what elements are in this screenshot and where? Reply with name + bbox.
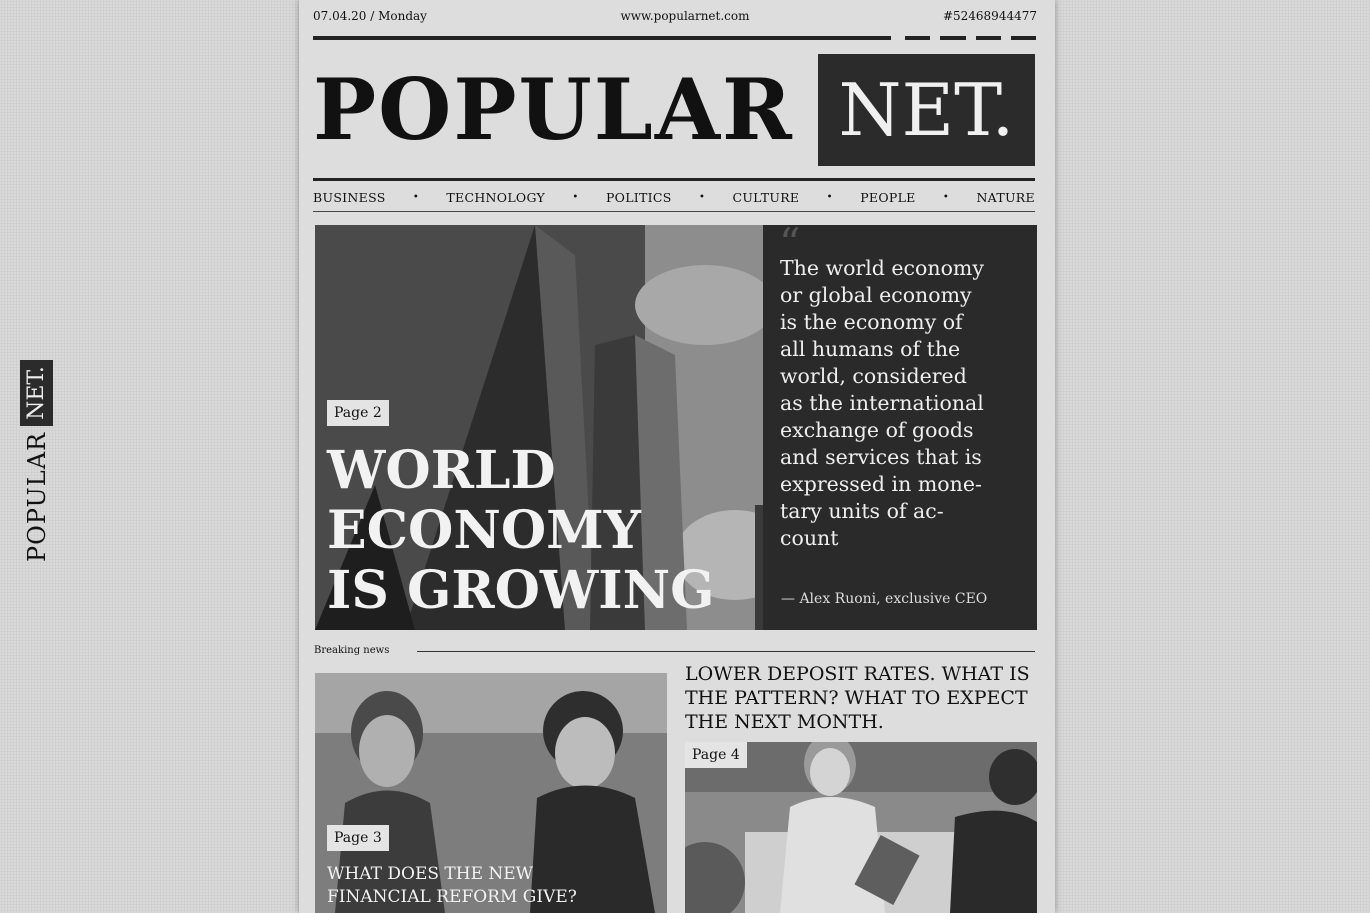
nav-item-nature[interactable]: NATURE — [976, 189, 1035, 205]
headline-line: ECONOMY — [327, 500, 641, 561]
card-caption — [327, 863, 627, 909]
quote-line: all humans of the — [780, 337, 961, 361]
issue-date: 07.04.20 / Monday — [313, 9, 427, 23]
quote-panel — [763, 219, 1037, 630]
side-brand-logo — [20, 350, 53, 562]
quote-line: expressed in mone- — [780, 472, 982, 496]
headline-line: THE NEXT MONTH. — [685, 711, 884, 733]
headline-line: THE PATTERN? WHAT TO EXPECT — [685, 687, 1028, 709]
quote-line: The world economy — [780, 256, 984, 280]
page-tag: Page 4 — [685, 742, 747, 768]
nav-separator: • — [412, 191, 420, 203]
quote-mark-icon: “ — [779, 219, 801, 268]
quote-line: exchange of goods — [780, 418, 974, 442]
nav-rule — [313, 211, 1035, 212]
nav-item-business[interactable]: BUSINESS — [313, 189, 386, 205]
side-brand-net: NET. — [20, 360, 53, 426]
headline-line: IS GROWING — [327, 560, 715, 621]
caption-line: FINANCIAL REFORM GIVE? — [327, 887, 577, 907]
top-dashes — [905, 36, 1036, 40]
nav-item-technology[interactable]: TECHNOLOGY — [446, 189, 546, 205]
masthead-popular: POPULAR — [313, 60, 794, 159]
quote-line: world, considered — [780, 364, 967, 388]
quote-line: as the international — [780, 391, 984, 415]
top-info-bar — [313, 8, 1037, 24]
nav-item-culture[interactable]: CULTURE — [732, 189, 800, 205]
quote-line: or global economy — [780, 283, 972, 307]
headline-line: WORLD — [327, 440, 556, 501]
site-url[interactable]: www.popularnet.com — [620, 9, 750, 23]
newspaper-page — [299, 0, 1055, 913]
nav-item-people[interactable]: PEOPLE — [860, 189, 916, 205]
masthead — [313, 54, 1035, 166]
headline-line: LOWER DEPOSIT RATES. WHAT IS — [685, 663, 1030, 685]
nav-separator: • — [942, 191, 950, 203]
masthead-rule — [313, 178, 1035, 181]
hero-skyscraper-image — [315, 225, 763, 630]
masthead-net: NET. — [818, 54, 1035, 166]
quote-line: is the economy of — [780, 310, 963, 334]
quote-author: — Alex Ruoni, exclusive CEO — [781, 591, 988, 607]
quote-line: and services that is — [780, 445, 982, 469]
caption-line: WHAT DOES THE NEW — [327, 864, 534, 884]
quote-line: tary units of ac- — [780, 499, 944, 523]
hero-headline — [327, 441, 757, 621]
nav-item-politics[interactable]: POLITICS — [605, 189, 672, 205]
nav-separator: • — [572, 191, 579, 203]
article-headline-deposit[interactable] — [685, 662, 1035, 734]
quote-text — [780, 255, 1028, 552]
quote-line: count — [780, 526, 839, 550]
article-card-reform[interactable] — [315, 673, 667, 913]
section-nav — [313, 186, 1035, 208]
issue-number: #52468944477 — [942, 9, 1037, 23]
page-tag: Page 2 — [327, 400, 389, 426]
breaking-news-label: Breaking news — [314, 645, 390, 656]
breaking-news-rule — [417, 651, 1035, 652]
hero-article[interactable] — [315, 219, 1037, 630]
nav-separator: • — [698, 191, 706, 203]
article-card-deposit[interactable] — [685, 742, 1037, 913]
top-rule — [313, 36, 891, 40]
page-tag: Page 3 — [327, 825, 389, 851]
nav-separator: • — [826, 191, 833, 203]
side-brand-popular: POPULAR — [22, 431, 51, 562]
